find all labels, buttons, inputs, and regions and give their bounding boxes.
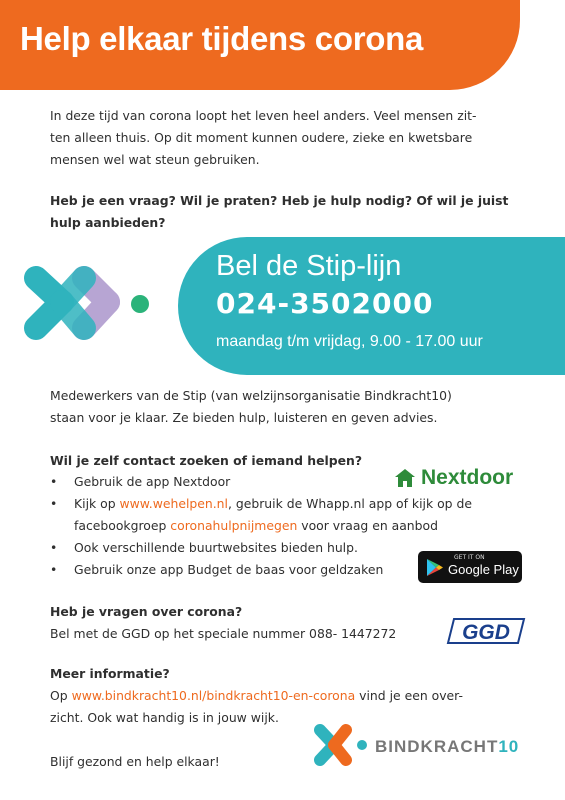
google-play-label: Google Play [448,562,519,577]
list-item [50,559,472,581]
house-icon [394,468,416,488]
intro-line: ten alleen thuis. Op dit moment kunnen oudere, zieke en kwetsbare [50,130,473,145]
list-item [50,493,472,515]
more-info-text: Op [50,688,72,703]
staff-paragraph [50,385,452,429]
bullet: • [50,496,58,511]
google-play-icon [426,558,444,577]
bindkracht-logo-icon [312,722,372,768]
stip-hours: maandag t/m vrijdag, 9.00 - 17.00 uur [216,333,483,350]
list-item-continuation [74,515,472,537]
contact-heading: Wil je zelf contact zoeken of iemand helpen? [50,453,363,468]
list-item-text: Ook verschillende buurtwebsites bieden hulp. [74,540,358,555]
corona-heading: Heb je vragen over corona? [50,604,243,619]
questions-paragraph [50,190,508,234]
facebook-group-link[interactable]: coronahulpnijmegen [170,518,298,533]
staff-line: Medewerkers van de Stip (van welzijnsorganisatie Bindkracht10) [50,388,452,403]
intro-line: mensen wel wat steun gebruiken. [50,152,260,167]
nextdoor-logo[interactable] [394,466,513,490]
bindkracht-corona-link[interactable]: www.bindkracht10.nl/bindkracht10-en-corona [71,688,356,703]
bindkracht-number: 10 [498,737,520,756]
intro-paragraph [50,105,476,171]
closing-text: Blijf gezond en help elkaar! [50,754,220,769]
list-item-text: Gebruik de app Nextdoor [74,474,231,489]
list-item-text: Gebruik onze app Budget de baas voor geldzaken [74,562,384,577]
bullet: • [50,540,58,555]
stip-title: Bel de Stip-lijn [216,250,402,282]
page-title: Help elkaar tijdens corona [20,20,424,57]
bindkracht-logo-text [375,737,519,757]
stip-phone-number[interactable]: 024-3502000 [216,287,434,320]
list-item [50,537,472,559]
google-play-top-label: GET IT ON [454,554,485,561]
list-item-text: , gebruik de Whapp.nl app of kijk op de [227,496,472,511]
bindkracht-word: BINDKRACHT [375,737,499,756]
corona-text: Bel met de GGD op het speciale nummer 088- 1447272 [50,626,397,641]
nextdoor-label: Nextdoor [421,466,514,489]
list-item-text: Kijk op [74,496,120,511]
staff-line: staan voor je klaar. Ze bieden hulp, luisteren en geven advies. [50,410,438,425]
bullet: • [50,474,58,489]
more-info-line [50,685,463,707]
questions-line: Heb je een vraag? Wil je praten? Heb je hulp nodig? Of wil je juist [50,193,509,208]
more-info-line: zicht. Ook wat handig is in jouw wijk. [50,710,279,725]
more-info-paragraph [50,685,463,729]
ggd-logo-text: GGD [462,621,510,644]
more-info-heading: Meer informatie? [50,666,170,681]
questions-line: hulp aanbieden? [50,215,166,230]
list-item-text: voor vraag en aanbod [297,518,438,533]
ggd-logo [446,617,526,645]
google-play-badge[interactable] [418,551,522,583]
list-item-text: facebookgroep [74,518,171,533]
wehelpen-link[interactable]: www.wehelpen.nl [119,496,228,511]
more-info-text: vind je een over- [355,688,463,703]
stip-logo-icon [22,262,152,347]
bullet: • [50,562,58,577]
intro-line: In deze tijd van corona loopt het leven heel anders. Veel mensen zit- [50,108,477,123]
